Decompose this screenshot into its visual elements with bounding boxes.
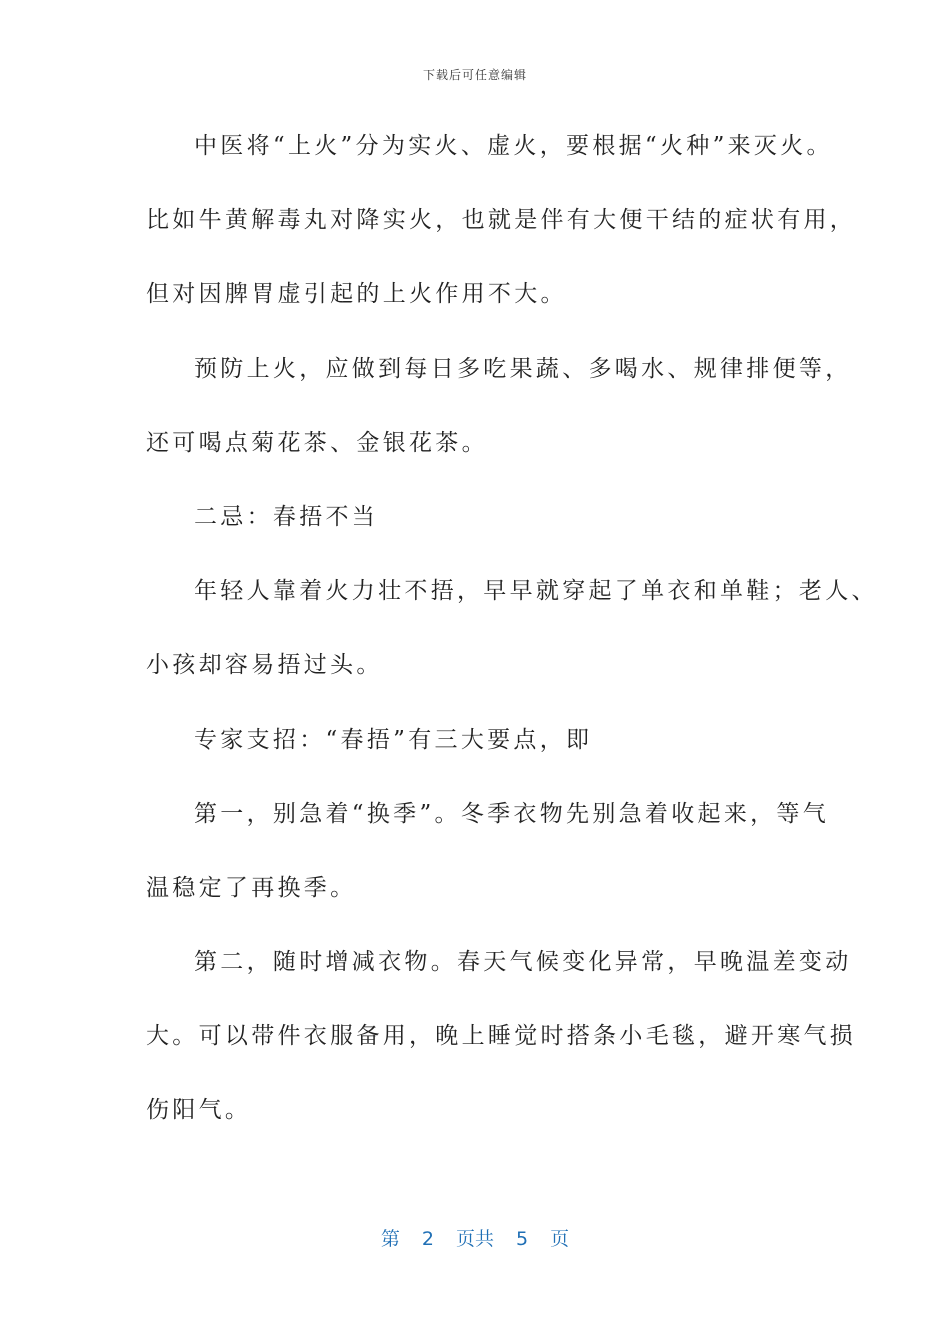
section-heading: 二忌：春捂不当: [194, 503, 379, 530]
paragraph-line: 还可喝点菊花茶、金银花茶。: [146, 429, 488, 456]
body-text: [146, 120, 878, 1159]
paragraph-line: 伤阳气。: [146, 1097, 252, 1124]
footer-middle: 页共: [455, 1228, 494, 1250]
paragraph-line: 比如牛黄解毒丸对降实火，也就是伴有大便干结的症状有用，: [146, 207, 857, 234]
footer-prefix: 第: [380, 1228, 400, 1250]
paragraph-line: 温稳定了再换季。: [146, 874, 357, 901]
paragraph-line: 中医将“上火”分为实火、虚火，要根据“火种”来灭火。: [194, 133, 833, 159]
header-note: 下载后可任意编辑: [422, 68, 527, 82]
paragraph-line: 预防上火，应做到每日多吃果蔬、多喝水、规律排便等，: [194, 355, 852, 382]
footer-total-pages: 5: [516, 1228, 529, 1250]
footer-current-page: 2: [421, 1228, 434, 1250]
page-footer: [0, 1224, 950, 1251]
paragraph-line: 第二，随时增减衣物。春天气候变化异常，早晚温差变动: [194, 949, 852, 976]
paragraph-line: 小孩却容易捂过头。: [146, 652, 383, 679]
paragraph-line: 年轻人靠着火力壮不捂，早早就穿起了单衣和单鞋；老人、: [194, 578, 878, 605]
paragraph-line: 但对因脾胃虚引起的上火作用不大。: [146, 281, 567, 308]
paragraph-line: 第一，别急着“换季”。冬季衣物先别急着收起来，等气: [194, 800, 830, 827]
paragraph-line: 专家支招：“春捂”有三大要点，即: [194, 726, 593, 753]
paragraph-line: 大。可以带件衣服备用，晚上睡觉时搭条小毛毯，避开寒气损: [146, 1023, 857, 1050]
footer-suffix: 页: [550, 1228, 570, 1250]
